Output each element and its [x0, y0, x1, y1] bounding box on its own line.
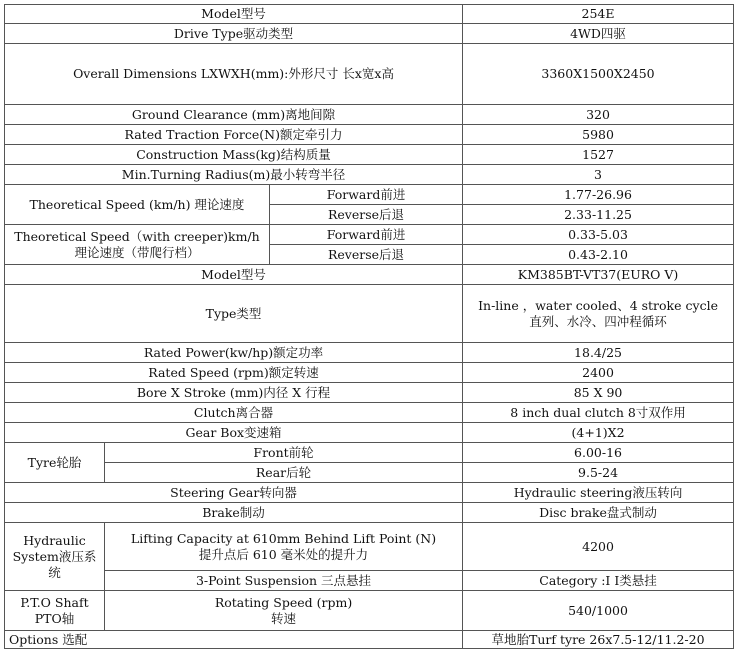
table-row: [5, 125, 734, 145]
ground-clearance-label: Ground Clearance (mm)离地间隙: [5, 105, 463, 125]
ground-clearance-value: 320: [463, 105, 734, 125]
table-row: [5, 631, 734, 649]
creeper-speed-label-en: Theoretical Speed（with creeper)km/h: [14, 228, 260, 244]
lifting-capacity-label: [105, 523, 463, 571]
construction-mass-label: Construction Mass(kg)结构质量: [5, 145, 463, 165]
table-row: [5, 105, 734, 125]
tyre-front-label: Front前轮: [105, 443, 463, 463]
bore-stroke-label: Bore X Stroke (mm)内径 X 行程: [5, 383, 463, 403]
rated-power-label: Rated Power(kw/hp)额定功率: [5, 343, 463, 363]
table-row: [5, 403, 734, 423]
table-row: [5, 185, 734, 205]
rotating-speed-label-zh: 转速: [271, 610, 297, 626]
lifting-capacity-label-zh: 提升点后 610 毫米处的提升力: [198, 546, 369, 562]
model-label: Model型号: [5, 5, 463, 24]
table-row: [5, 523, 734, 571]
table-row: [5, 145, 734, 165]
steering-gear-label: Steering Gear转向器: [5, 483, 463, 503]
clutch-label: Clutch离合器: [5, 403, 463, 423]
table-row: [5, 165, 734, 185]
table-row: [5, 423, 734, 443]
rated-traction-force-label: Rated Traction Force(N)额定牵引力: [5, 125, 463, 145]
engine-type-value: [463, 285, 734, 343]
engine-type-label: Type类型: [5, 285, 463, 343]
creeper-reverse-value: 0.43-2.10: [463, 245, 734, 265]
min-turning-radius-value: 3: [463, 165, 734, 185]
table-row: [5, 363, 734, 383]
tyre-rear-label: Rear后轮: [105, 463, 463, 483]
engine-type-value-zh: 直列、水冷、四冲程循环: [529, 313, 667, 329]
construction-mass-value: 1527: [463, 145, 734, 165]
options-value: 草地胎Turf tyre 26x7.5-12/11.2-20: [463, 631, 734, 649]
tyre-front-value: 6.00-16: [463, 443, 734, 463]
options-label: Options 选配: [5, 631, 463, 649]
table-row: [5, 571, 734, 591]
steering-gear-value: Hydraulic steering液压转向: [463, 483, 734, 503]
pto-shaft-label: [5, 591, 105, 631]
speed-forward-label: Forward前进: [270, 185, 463, 205]
creeper-speed-label-zh: 理论速度（带爬行档）: [74, 244, 200, 260]
rated-speed-label: Rated Speed (rpm)额定转速: [5, 363, 463, 383]
table-row: [5, 443, 734, 463]
theoretical-speed-label: Theoretical Speed (km/h) 理论速度: [5, 185, 270, 225]
spec-table: [4, 4, 734, 649]
pto-shaft-label-zh: PTO轴: [34, 610, 75, 626]
table-row: [5, 483, 734, 503]
drive-type-value: 4WD四驱: [463, 24, 734, 44]
speed-forward-value: 1.77-26.96: [463, 185, 734, 205]
rated-speed-value: 2400: [463, 363, 734, 383]
rotating-speed-label: [105, 591, 463, 631]
creeper-forward-label: Forward前进: [270, 225, 463, 245]
table-row: [5, 285, 734, 343]
brake-label: Brake制动: [5, 503, 463, 523]
rotating-speed-label-en: Rotating Speed (rpm): [214, 594, 353, 610]
table-row: [5, 5, 734, 24]
creeper-reverse-label: Reverse后退: [270, 245, 463, 265]
overall-dimensions-value: 3360X1500X2450: [463, 44, 734, 105]
gear-box-label: Gear Box变速箱: [5, 423, 463, 443]
engine-model-value: KM385BT-VT37(EURO V): [463, 265, 734, 285]
model-value: 254E: [463, 5, 734, 24]
table-row: [5, 343, 734, 363]
engine-type-value-en: In-line ，water cooled、4 stroke cycle: [478, 297, 718, 313]
three-point-suspension-label: 3-Point Suspension 三点悬挂: [105, 571, 463, 591]
table-row: [5, 591, 734, 631]
clutch-value: 8 inch dual clutch 8寸双作用: [463, 403, 734, 423]
creeper-speed-label: [5, 225, 270, 265]
speed-reverse-value: 2.33-11.25: [463, 205, 734, 225]
overall-dimensions-label: Overall Dimensions LXWXH(mm):外形尺寸 长x宽x高: [5, 44, 463, 105]
table-row: [5, 503, 734, 523]
three-point-suspension-value: Category :I I类悬挂: [463, 571, 734, 591]
table-row: [5, 44, 734, 105]
rotating-speed-value: 540/1000: [463, 591, 734, 631]
brake-value: Disc brake盘式制动: [463, 503, 734, 523]
table-row: [5, 383, 734, 403]
tyre-label: Tyre轮胎: [5, 443, 105, 483]
tyre-rear-value: 9.5-24: [463, 463, 734, 483]
rated-traction-force-value: 5980: [463, 125, 734, 145]
lifting-capacity-value: 4200: [463, 523, 734, 571]
rated-power-value: 18.4/25: [463, 343, 734, 363]
lifting-capacity-label-en: Lifting Capacity at 610mm Behind Lift Point (N): [130, 530, 437, 546]
table-row: [5, 24, 734, 44]
creeper-forward-value: 0.33-5.03: [463, 225, 734, 245]
engine-model-label: Model型号: [5, 265, 463, 285]
gear-box-value: (4+1)X2: [463, 423, 734, 443]
table-row: [5, 265, 734, 285]
hydraulic-system-label: Hydraulic System液压系统: [5, 523, 105, 591]
bore-stroke-value: 85 X 90: [463, 383, 734, 403]
table-row: [5, 225, 734, 245]
pto-shaft-label-en: P.T.O Shaft: [20, 594, 89, 610]
table-row: [5, 463, 734, 483]
drive-type-label: Drive Type驱动类型: [5, 24, 463, 44]
min-turning-radius-label: Min.Turning Radius(m)最小转弯半径: [5, 165, 463, 185]
speed-reverse-label: Reverse后退: [270, 205, 463, 225]
